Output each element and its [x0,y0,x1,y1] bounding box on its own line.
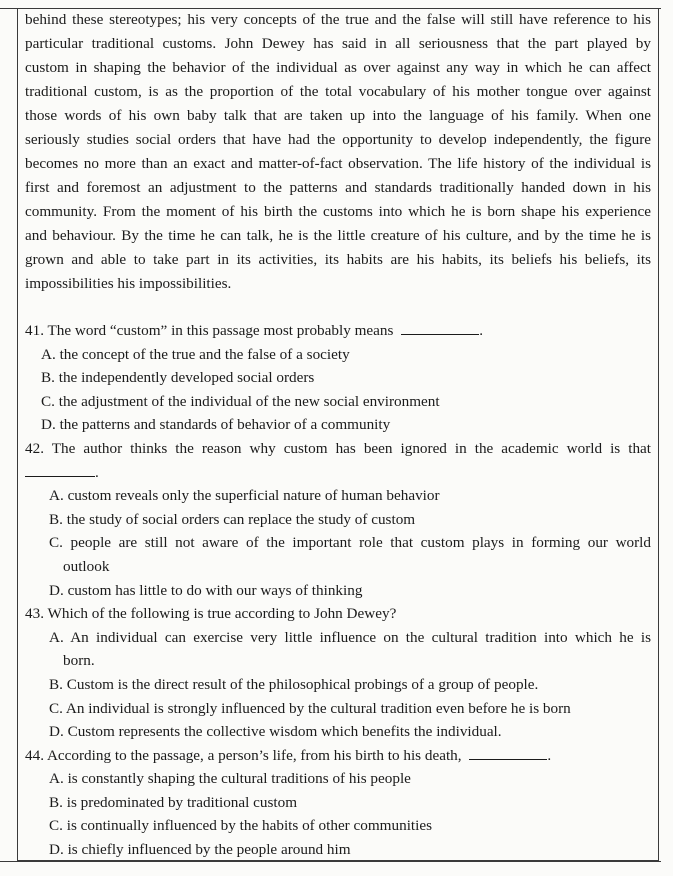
option-text: the independently developed social orders [58,369,315,387]
option-a[interactable] [25,626,651,650]
option-letter: D. [49,841,64,859]
passage-line: impossibilities his impossibilities. [25,275,232,292]
question-41 [25,319,651,437]
option-a[interactable] [25,484,651,508]
option-b[interactable] [25,791,651,815]
option-d[interactable] [25,413,651,437]
option-letter: A. [49,770,64,788]
option-text: custom has little to do with our ways of thinking [67,581,363,599]
option-b[interactable] [25,366,651,390]
option-letter: B. [49,793,63,811]
passage-line: and behaviour. By the time he can talk, he is the little creature of his culture, and by the time he is [25,227,651,244]
question-stem [25,437,651,461]
option-letter: A. [41,345,56,363]
passage-line: traditional custom, is as the proportion of the total vocabulary of his mother tongue over against [25,83,651,100]
option-d[interactable] [25,720,651,744]
option-letter: B. [49,510,63,528]
stem-end: . [479,322,483,339]
option-text: the adjustment of the individual of the new social environment [58,392,440,410]
option-text: the concept of the true and the false of a society [59,345,350,363]
option-d[interactable] [25,838,651,862]
option-letter: B. [41,369,55,387]
passage-line: becomes no more than an exact and matter-of-fact observation. The life history of the individual is [25,155,651,172]
option-c[interactable] [25,697,651,721]
passage-line: behind these stereotypes; his very concepts of the true and the false will still have reference to his [25,11,651,28]
option-c[interactable] [25,531,651,555]
option-letter: A. [49,628,64,646]
option-text: Custom represents the collective wisdom which benefits the individual. [67,723,502,741]
option-b[interactable] [25,673,651,697]
option-letter: C. [41,392,55,410]
option-d[interactable] [25,579,651,603]
option-text: An individual can exercise very little influence on the cultural tradition into which he is [70,628,651,646]
option-a[interactable] [25,767,651,791]
question-number: 43. [25,605,44,623]
option-c-continuation: outlook [63,557,110,575]
option-text: the study of social orders can replace the study of custom [66,510,416,528]
option-letter: D. [49,723,64,741]
passage-line: custom in shaping the behavior of the individual as over against any way in which he can affect [25,59,651,76]
passage-line: those words of his own baby talk that are taken up into the language of his family. When one [25,107,651,124]
option-letter: A. [49,487,64,505]
stem-end: . [547,746,552,764]
question-text: Which of the following is true according to John Dewey? [47,605,397,623]
question-42 [25,437,651,602]
question-text: The author thinks the reason why custom has been ignored in the academic world is that [51,439,651,457]
question-stem [25,602,651,626]
option-letter: C. [49,534,63,552]
answer-blank [469,745,547,760]
question-number: 44. [25,746,44,764]
question-stem-continuation [25,461,651,485]
option-c[interactable] [25,390,651,414]
passage-line: seriously studies social orders that have had the opportunity to develop independently, the figure [25,131,651,148]
option-text: people are still not aware of the important role that custom plays in forming our world [70,534,652,552]
option-letter: C. [49,699,63,717]
option-text: custom reveals only the superficial nature of human behavior [67,487,440,505]
question-44 [25,744,651,862]
option-c[interactable] [25,814,651,838]
option-text: is predominated by traditional custom [66,793,298,811]
passage-line: grown and able to take part in its activities, its habits are his habits, its beliefs his beliefs, its [25,251,651,268]
option-a-continuation: born. [63,652,95,670]
passage-line: first and foremost an adjustment to the patterns and standards traditionally handed down in his [25,179,651,196]
question-43 [25,602,651,744]
answer-blank [25,462,95,477]
option-letter: B. [49,675,63,693]
option-text: An individual is strongly influenced by the cultural tradition even before he is born [65,699,571,717]
option-text: is continually influenced by the habits of other communities [66,817,432,835]
option-text: is constantly shaping the cultural traditions of his people [67,770,411,788]
answer-blank [401,320,479,335]
option-text: the patterns and standards of behavior of a community [59,416,391,434]
option-letter: D. [49,581,64,599]
question-list [25,319,651,862]
option-text: Custom is the direct result of the philosophical probings of a group of people. [66,675,539,693]
option-a[interactable] [25,343,651,367]
question-text: The word “custom” in this passage most probably means [47,322,394,339]
reading-passage [25,8,651,296]
stem-end: . [95,463,99,481]
option-b[interactable] [25,508,651,532]
option-text: is chiefly influenced by the people around him [67,841,351,859]
question-number: 42. [25,439,44,457]
passage-line: particular traditional customs. John Dewey has said in all seriousness that the part played by [25,35,651,52]
option-letter: C. [49,817,63,835]
passage-line: community. From the moment of his birth the customs into which he is born shape his experience [25,203,651,220]
question-text: According to the passage, a person’s life, from his birth to his death, [46,746,462,764]
question-number: 41. [25,322,44,339]
question-stem [25,319,651,343]
option-letter: D. [41,416,56,434]
question-stem [25,744,651,768]
